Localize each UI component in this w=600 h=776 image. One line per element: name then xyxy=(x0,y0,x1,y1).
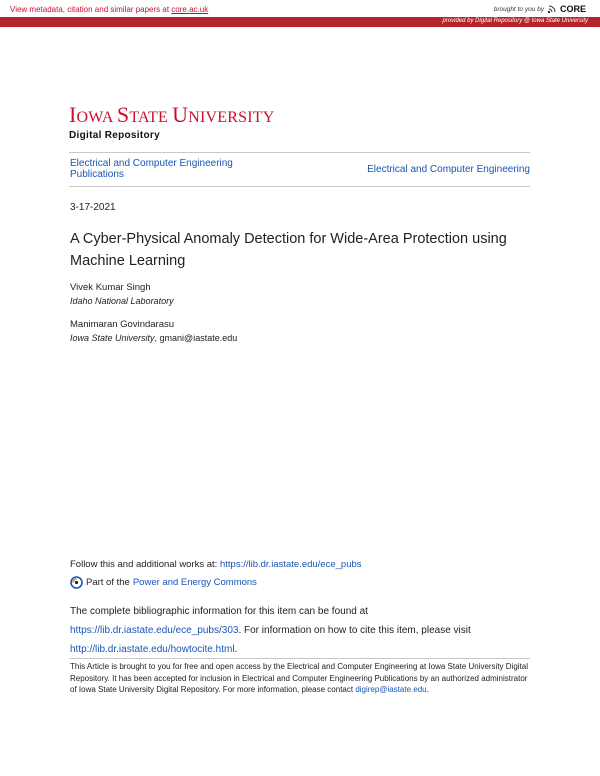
part-of-line: Part of the Power and Energy Commons xyxy=(70,576,257,589)
provided-by-text: provided by Digital Repository @ Iowa State University xyxy=(442,18,588,24)
core-brand-text: CORE xyxy=(559,4,586,14)
access-statement: This Article is brought to you for free and open access by the Electrical and Computer Engineering at Iowa State University Digital Repository. It has been accepted for inclusion in Electrical and Computer Engineering Publications by an authorized administrator of Iowa State University Digital Repository. For more information, please contact digirep@iastate.edu. xyxy=(70,662,529,694)
collections-divider xyxy=(69,186,530,187)
core-ac-uk-link[interactable]: core.ac.uk xyxy=(171,5,209,14)
follow-link[interactable]: https://lib.dr.iastate.edu/ece_pubs xyxy=(219,559,362,570)
author-name: Vivek Kumar Singh xyxy=(70,282,151,293)
collection-link-publications[interactable]: Electrical and Computer Engineering Publications xyxy=(70,158,233,180)
core-logo-icon xyxy=(547,4,557,14)
university-logo[interactable] xyxy=(69,104,275,141)
contact-email-link[interactable]: digirep@iastate.edu xyxy=(355,685,427,694)
collection-link-department[interactable]: Electrical and Computer Engineering xyxy=(367,164,530,175)
brought-by-text: brought to you by xyxy=(493,5,544,13)
core-top-bar xyxy=(0,0,600,17)
author-email[interactable]: , gmani@iastate.edu xyxy=(154,333,238,343)
paper-title: A Cyber-Physical Anomaly Detection for Wide-Area Protection using Machine Learning xyxy=(70,231,507,269)
top-divider xyxy=(69,152,530,153)
howtocite-link[interactable]: http://lib.dr.iastate.edu/howtocite.html xyxy=(70,644,235,655)
publication-date: 3-17-2021 xyxy=(70,202,116,213)
citation-info: The complete bibliographic information for this item can be found at https://lib.dr.iastate.edu/ece_pubs/303. For information on how to cite this item, please visit http://lib.dr.iastate.edu/howtocite.html. xyxy=(70,606,471,655)
core-metadata-text: View metadata, citation and similar papers at xyxy=(10,5,172,14)
author-affiliation: Idaho National Laboratory xyxy=(70,296,174,306)
follow-line: Follow this and additional works at: https://lib.dr.iastate.edu/ece_pubs xyxy=(70,559,362,570)
core-brought-by[interactable] xyxy=(494,4,586,14)
digital-repository-label: Digital Repository xyxy=(69,130,160,141)
provided-by-bar xyxy=(0,17,600,27)
item-url-link[interactable]: https://lib.dr.iastate.edu/ece_pubs/303 xyxy=(70,625,239,636)
footer-divider xyxy=(69,658,530,659)
power-energy-commons-link[interactable]: Power and Energy Commons xyxy=(132,577,257,588)
commons-network-icon xyxy=(70,576,83,589)
core-metadata-link[interactable] xyxy=(10,5,208,14)
author-name: Manimaran Govindarasu xyxy=(70,319,175,330)
author-affiliation: Iowa State University, gmani@iastate.edu xyxy=(70,333,238,343)
university-name: IOWA STATE UNIVERSITY xyxy=(69,102,275,127)
